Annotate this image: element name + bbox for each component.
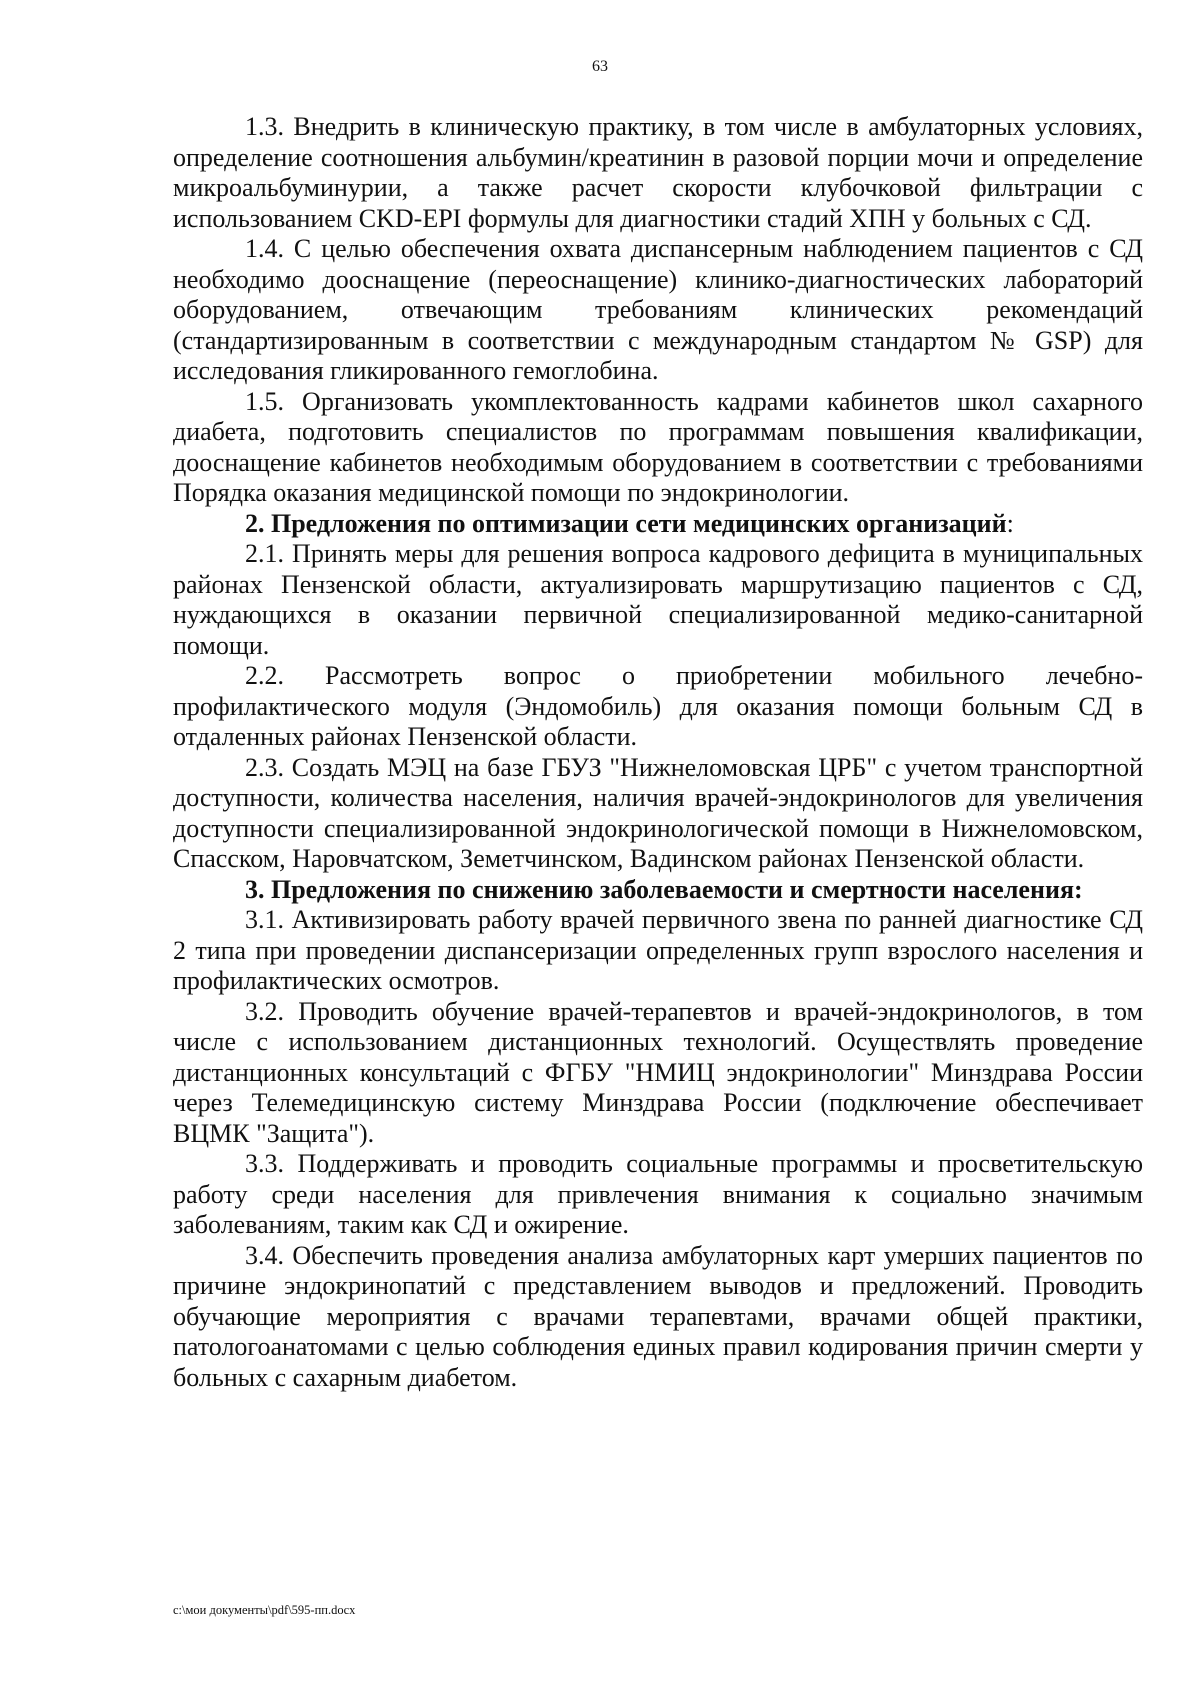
paragraph-2-1: 2.1. Принять меры для решения вопроса кадрового дефицита в муниципальных районах Пензенской области, актуализировать маршрутизацию пациентов с СД, нуждающихся в оказании первичной специализированной медико-санитарной помощи. xyxy=(173,539,1143,660)
section-heading-2 xyxy=(173,509,1143,540)
paragraph-2-3: 2.3. Создать МЭЦ на базе ГБУЗ "Нижнеломовская ЦРБ" с учетом транспортной доступности, количества населения, наличия врачей-эндокринологов для увеличения доступности специализированной эндокринологической помощи в Нижнеломовском, Спасском, Наровчатском, Земетчинском, Вадинском районах Пензенской области. xyxy=(173,752,1143,873)
paragraph-3-4: 3.4. Обеспечить проведения анализа амбулаторных карт умерших пациентов по причине эндокринопатий с представлением выводов и предложений. Проводить обучающие мероприятия с врачами терапевтами, врачами общей практики, патологоанатомами с целью соблюдения единых правил кодирования причин смерти у больных с сахарным диабетом. xyxy=(173,1240,1143,1392)
paragraph-3-3: 3.3. Поддерживать и проводить социальные программы и просветительскую работу среди населения для привлечения внимания к социально значимым заболеваниям, таким как СД и ожирение. xyxy=(173,1149,1143,1239)
paragraph-3-1: 3.1. Активизировать работу врачей первичного звена по ранней диагностике СД 2 типа при проведении диспансеризации определенных групп взрослого населения и профилактических осмотров. xyxy=(173,905,1143,995)
paragraph-1-3: 1.3. Внедрить в клиническую практику, в том числе в амбулаторных условиях, определение соотношения альбумин/креатинин в разовой порции мочи и определение микроальбуминурии, а также расчет скорости клубочковой фильтрации с использованием CKD-EPI формулы для диагностики стадий ХПН у больных с СД. xyxy=(173,112,1143,233)
paragraph-1-4: 1.4. С целью обеспечения охвата диспансерным наблюдением пациентов с СД необходимо дооснащение (переоснащение) клинико-диагностических лабораторий оборудованием, отвечающим требованиям клинических рекомендаций (стандартизированным в соответствии с международным стандартом № GSP) для исследования гликированного гемоглобина. xyxy=(173,234,1143,385)
page-number: 63 xyxy=(592,58,608,75)
document-body xyxy=(173,112,1143,1393)
paragraph-1-5: 1.5. Организовать укомплектованность кадрами кабинетов школ сахарного диабета, подготовить специалистов по программам повышения квалификации, дооснащение кабинетов необходимым оборудованием в соответствии с требованиями Порядка оказания медицинской помощи по эндокринологии. xyxy=(173,386,1143,507)
section-heading-3: 3. Предложения по снижению заболеваемости и смертности населения: xyxy=(245,874,1083,904)
paragraph-2-2: 2.2. Рассмотреть вопрос о приобретении мобильного лечебно-профилактического модуля (Эндомобиль) для оказания помощи больным СД в отдаленных районах Пензенской области. xyxy=(173,661,1143,751)
section-heading-2-colon: : xyxy=(1006,508,1014,538)
footer-file-path: c:\мои документы\pdf\595-пп.docx xyxy=(173,1603,356,1617)
section-heading-2-text: 2. Предложения по оптимизации сети медицинских организаций xyxy=(245,508,1007,538)
paragraph-3-2: 3.2. Проводить обучение врачей-терапевтов и врачей-эндокринологов, в том числе с использованием дистанционных технологий. Осуществлять проведение дистанционных консультаций с ФГБУ "НМИЦ эндокринологии" Минздрава России через Телемедицинскую систему Минздрава России (подключение обеспечивает ВЦМК "Защита"). xyxy=(173,996,1143,1148)
